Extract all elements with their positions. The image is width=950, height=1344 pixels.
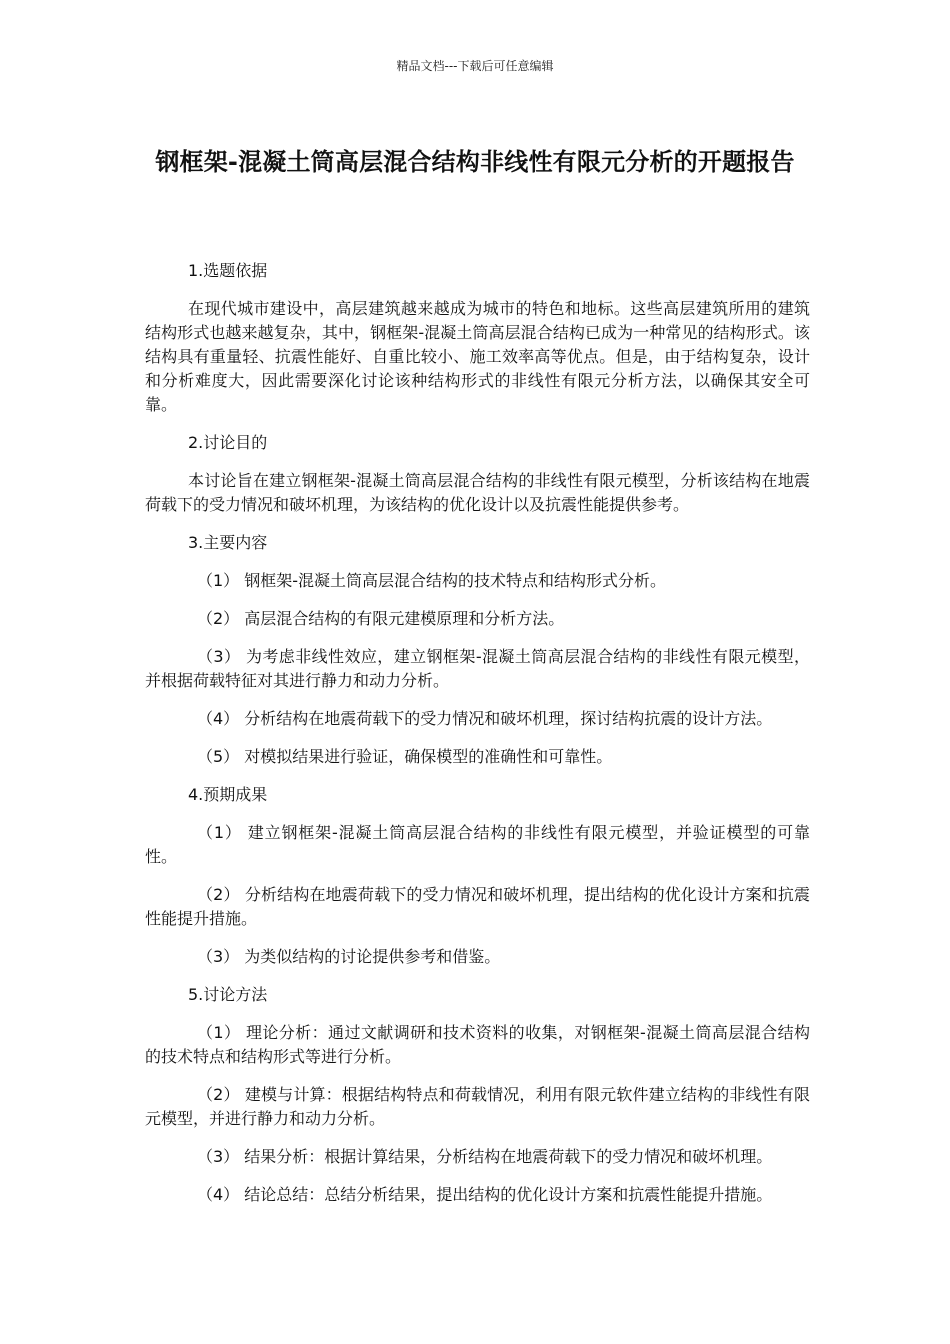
list-item: （2） 高层混合结构的有限元建模原理和分析方法。 [197, 609, 565, 628]
list-item: （4） 结论总结：总结分析结果，提出结构的优化设计方案和抗震性能提升措施。 [197, 1185, 773, 1204]
list-item: （3） 为考虑非线性效应，建立钢框架-混凝土筒高层混合结构的非线性有限元模型，并根据荷载特征对其进行静力和动力分析。 [145, 647, 810, 690]
document-body [145, 259, 810, 1221]
section-2-paragraph: 本讨论旨在建立钢框架-混凝土筒高层混合结构的非线性有限元模型，分析该结构在地震荷载下的受力情况和破坏机理，为该结构的优化设计以及抗震性能提供参考。 [145, 471, 810, 514]
list-item: （2） 分析结构在地震荷载下的受力情况和破坏机理，提出结构的优化设计方案和抗震性能提升措施。 [145, 885, 810, 928]
document-title: 钢框架-混凝土筒高层混合结构非线性有限元分析的开题报告 [155, 148, 795, 176]
list-item: （1） 钢框架-混凝土筒高层混合结构的技术特点和结构形式分析。 [197, 571, 667, 590]
list-item: （3） 为类似结构的讨论提供参考和借鉴。 [197, 947, 501, 966]
page-header: 精品文档---下载后可任意编辑 [396, 59, 554, 73]
list-item: （2） 建模与计算：根据结构特点和荷载情况，利用有限元软件建立结构的非线性有限元模型，并进行静力和动力分析。 [145, 1085, 810, 1128]
list-item: （1） 建立钢框架-混凝土筒高层混合结构的非线性有限元模型，并验证模型的可靠性。 [145, 823, 810, 866]
section-heading-2: 2.讨论目的 [188, 433, 268, 452]
list-item: （5） 对模拟结果进行验证，确保模型的准确性和可靠性。 [197, 747, 613, 766]
section-1-paragraph: 在现代城市建设中，高层建筑越来越成为城市的特色和地标。这些高层建筑所用的建筑结构形式也越来越复杂，其中，钢框架-混凝土筒高层混合结构已成为一种常见的结构形式。该结构具有重量轻、抗震性能好、自重比较小、施工效率高等优点。但是，由于结构复杂，设计和分析难度大，因此需要深化讨论该种结构形式的非线性有限元分析方法，以确保其安全可靠。 [145, 299, 810, 414]
section-heading-4: 4.预期成果 [188, 785, 268, 804]
section-heading-3: 3.主要内容 [188, 533, 268, 552]
section-heading-1: 1.选题依据 [188, 261, 268, 280]
list-item: （1） 理论分析：通过文献调研和技术资料的收集，对钢框架-混凝土筒高层混合结构的技术特点和结构形式等进行分析。 [145, 1023, 810, 1066]
list-item: （4） 分析结构在地震荷载下的受力情况和破坏机理，探讨结构抗震的设计方法。 [197, 709, 773, 728]
section-heading-5: 5.讨论方法 [188, 985, 268, 1004]
list-item: （3） 结果分析：根据计算结果，分析结构在地震荷载下的受力情况和破坏机理。 [197, 1147, 773, 1166]
